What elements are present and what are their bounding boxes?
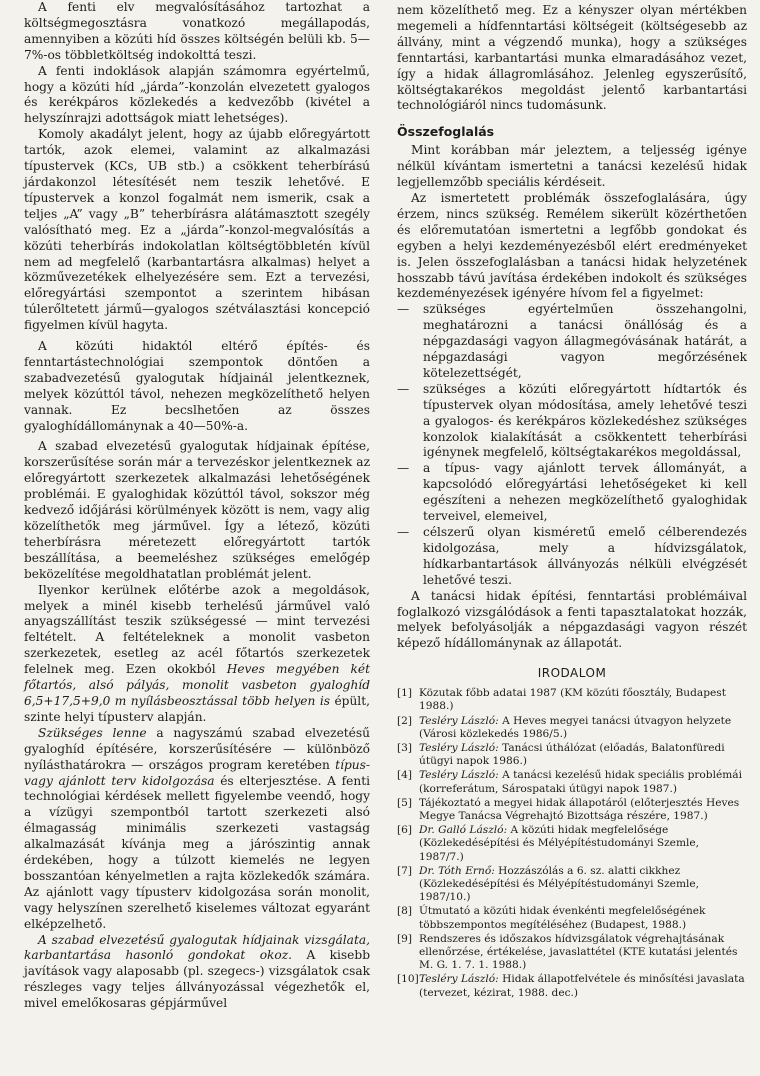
reference-text: A közúti hidak megfelelősége (Közlekedésépítési és Mélyépítéstudományi Szemle, 1987/7.): [419, 824, 700, 863]
reference-item: [397, 797, 747, 823]
right-column: [397, 3, 747, 1001]
reference-body: [419, 865, 747, 905]
references-list: [397, 687, 747, 1000]
reference-item: [397, 905, 747, 931]
text-run: és elterjesztése. A fenti technológiai kérdések mellett figyelembe veendő, hogy a vízügyi szempontból tartott szerkezeti alsó élmagasság minimális szerkezeti vastagság alkalmazását kívánja meg a járószintig annak érdekében, hogy a túlzott kiemelés ne legyen bosszantóan kényelmetlen a rajta közlekedők számára. Az ajánlott vagy típusterv kidolgozása során monolit, vagy helyszínen szerelhető kiselemes változat egyaránt elképzelhető.: [24, 773, 370, 931]
reference-number: [10]: [397, 973, 419, 986]
reference-author: Tesléry László:: [419, 973, 499, 986]
reference-number: [1]: [397, 687, 413, 700]
reference-body: [419, 742, 747, 768]
reference-item: [397, 715, 747, 741]
reference-text: A tanácsi kezelésű hidak speciális problémái (korreferátum, Sárospataki útügyi napok 1987.): [419, 769, 742, 795]
reference-text: Hozzászólás a 6. sz. alatti cikkhez (Közlekedésépítési és Mélyépítéstudományi Szemle, 1987/10.): [419, 864, 700, 904]
paragraph: nem közelíthető meg. Ez a kényszer olyan mértékben megemeli a hídfenntartási költségeit (költségesebb az állvány, mint a végzendő munka), hogy a szükséges fenntartási, karbantartási munka elmaradásához vezet, így a hidak állagromlásához. Jelenleg egyszerűsítő, költségtakarékos megoldást jelentő karbantartási technológiáról nincs tudomásunk.: [397, 3, 747, 113]
reference-text: Útmutató a közúti hidak évenkénti megfelelőségének többszempontos megítéléséhez (Budapest, 1988.): [419, 905, 706, 931]
reference-item: [397, 865, 747, 905]
emphasis-text: Heves megyében két főtartós, alsó pályás, monolit vasbeton gyaloghíd 6,5+17,5+9,0 m nyílásbeosztással több helyen is: [24, 662, 371, 708]
reference-body: [419, 715, 747, 741]
reference-text: Hidak állapotfelvétele és minősítési javaslata (tervezet, kézirat, 1988. dec.): [419, 973, 745, 999]
paragraph: A tanácsi hidak építési, fenntartási problémáival foglalkozó vizsgálódások a fenti tapasztalatokat hozzák, melyek befolyásolják a népgazdasági vagyon részét képező hídállománynak az állapotát.: [397, 588, 747, 651]
paragraph: A szabad elvezetésű gyalogutak hídjainak építése, korszerűsítése során már a tervezéskor jelentkeznek az előregyártott szerkezetek alkalmazási lehetőségének problémái. E gyaloghidak közúttól távol, sokszor még kedvező időjárási körülmények között is nem, vagy alig közelíthetők meg járművel. Így a létező, közúti teherbírásra méretezett előregyártott tartók beszállítása, a beemeléshez szükséges emelőgép beközelítése megoldhatatlan problémát jelent.: [24, 439, 370, 581]
text-run: A kisebb javítások vagy alaposabb (pl. szegecs-) vizsgálatok csak részleges vagy teljes állványozással végezhetők el, mivel emelőkosaras gépjárművel: [24, 948, 370, 1011]
paragraph: [24, 933, 370, 1013]
reference-number: [7]: [397, 864, 413, 877]
reference-number: [8]: [397, 905, 413, 918]
text-run: épült, szinte helyi típusterv alapján.: [24, 693, 370, 724]
paragraph: A fenti indoklások alapján számomra egyértelmű, hogy a közúti híd „járda”-konzolán elvezetett gyalogos és kerékpáros közlekedés a kedvezőbb (kivétel a helyszínrajzi adottságok miatt lehetséges).: [24, 63, 370, 126]
reference-item: [397, 973, 747, 999]
reference-number: [3]: [397, 741, 413, 754]
reference-number: [2]: [397, 714, 413, 727]
list-item: — szükséges egyértelműen összehangolni, meghatározni a tanácsi önállóság és a népgazdasági vagyon állagmegóvásának határát, a népgazdasági vagyon megőrzésének kötelezettségét,: [397, 302, 747, 382]
paragraph: [24, 726, 370, 933]
reference-body: [419, 769, 747, 795]
references-heading: IRODALOM: [537, 666, 607, 681]
reference-text: Közutak főbb adatai 1987 (KM közúti főosztály, Budapest 1988.): [419, 687, 726, 713]
reference-body: [419, 824, 747, 864]
paragraph: A fenti elv megvalósításához tartozhat a költségmegosztásra vonatkozó megállapodás, amennyiben a közúti híd összes költségén belüli kb. 5—7%-os többletköltség indokolttá teszi.: [24, 0, 370, 62]
reference-author: Dr. Galló László:: [419, 824, 508, 837]
paragraph: Komoly akadályt jelent, hogy az újabb előregyártott tartók, azok elemei, valamint az alkalmazási típustervek (KCs, UB stb.) a csökkent teherbírású járdakonzol létesítését nem teszik lehetővé. E típustervek a konzol fogalmát nem ismerik, csak a teljes „A” vagy „B” teherbírásra alátámasztott szegély valósítható meg. Ez a „járda”-konzol-megvalósítás a közúti teherbírás indokolatlan költségtöbbletén kívül nem ad megfelelő (karbantartásra alkalmas) helyet a közművezetékek elhelyezésére sem. Ezt a tervezési, előregyártási szempontot a szerintem hibásan túlerőltetett jármű—gyalogos szétválasztási koncepció figyelmen kívül hagyta.: [24, 127, 370, 333]
list-item: — célszerű olyan kisméretű emelő célberendezés kidolgozása, mely a hídvizsgálatok, hídkarbantartások állványozás nélküli elvégzését lehetővé teszi.: [397, 525, 747, 589]
recommendation-list: [397, 302, 747, 588]
reference-body: [419, 973, 747, 999]
reference-number: [9]: [397, 932, 413, 945]
list-item: — szükséges a közúti előregyártott hídtartók és típustervek olyan módosítása, amely lehetővé teszi a gyalogos- és kerékpáros közlekedéshez szükséges konzolok kialakítását a csökkentett teherbírási igénynek megfelelő, költségtakarékos megoldással,: [397, 382, 747, 462]
reference-item: [397, 933, 747, 973]
reference-number: [5]: [397, 796, 413, 809]
reference-text: Tájékoztató a megyei hidak állapotáról (előterjesztés Heves Megye Tanácsa Végrehajtó Bizottsága részére, 1987.): [419, 796, 740, 822]
paragraph: Az ismertetett problémák összefoglalására, úgy érzem, nincs szükség. Remélem sikerült közérthetően és előremutatóan ismertetni a legfőbb gondokat és egyben a helyi kezdeményezésből elért eredményeket is. Jelen összefoglalásban a tanácsi hidak helyzetének hosszabb távú javítása érdekében indokolt és szükséges kezdeményezések igényére hívom fel a figyelmet:: [397, 190, 747, 301]
emphasis-text: típus- vagy ajánlott terv kidolgozása: [24, 757, 370, 788]
reference-text: Tanácsi úthálózat (előadás, Balatonfüredi útügyi napok 1986.): [419, 741, 725, 768]
paragraph: [24, 583, 370, 726]
emphasis-text: Szükséges lenne: [38, 725, 147, 740]
paragraph: A közúti hidaktól eltérő építés- és fenntartástechnológiai szempontok döntően a szabadvezetésű gyalogutak hídjainál jelentkeznek, melyek közúttól távol, nehezen megközelíthető helyen vannak. Ez becslhetően az összes gyaloghídállománynak a 40—50%-a.: [24, 339, 370, 433]
text-run: a nagyszámú szabad elvezetésű gyaloghíd építésére, korszerűsítésére — különböző nyílásthatárokra — országos program keretében: [24, 725, 371, 772]
reference-item: [397, 769, 747, 795]
list-item: — a típus- vagy ajánlott tervek állományát, a kapcsolódó előregyártási lehetőségeket ki kell egészíteni a nehezen megközelíthető gyaloghidak terveivel, elemeivel,: [397, 461, 747, 525]
reference-author: Tesléry László:: [419, 741, 499, 754]
reference-item: [397, 687, 747, 713]
reference-text: A Heves megyei tanácsi útvagyon helyzete (Városi közlekedés 1986/5.): [419, 714, 732, 740]
paragraph: Mint korábban már jeleztem, a teljesség igénye nélkül kívántam ismertetni a tanácsi kezelésű hidak legjellemzőbb speciális kérdéseit.: [397, 143, 747, 190]
reference-author: Tesléry László:: [419, 769, 499, 782]
reference-author: Tesléry László:: [419, 714, 499, 727]
section-heading: Összefoglalás: [397, 124, 495, 140]
reference-number: [6]: [397, 824, 413, 837]
text-run: Ilyenkor kerülnek előtérbe azok a megoldások, melyek a minél kisebb terhelésű járművel való anyagszállítást teszik szükségessé — mint tervezési feltételt. A feltételeknek a monolit vasbeton szerkezetek, esetleg az acél főtartós szerkezetek felelnek meg. Ezen okokból: [24, 582, 370, 677]
reference-text: Rendszeres és időszakos hídvizsgálatok végrehajtásának ellenőrzése, értékelése, javaslattétel (KTE kutatási jelentés M. G. 1. 7. 1. 1988.): [419, 932, 738, 972]
reference-item: [397, 742, 747, 768]
reference-number: [4]: [397, 769, 413, 782]
left-column: [24, 0, 370, 1012]
reference-author: Dr. Tóth Ernő:: [419, 864, 495, 877]
reference-item: [397, 824, 747, 864]
emphasis-text: A szabad elvezetésű gyalogutak hídjainak vizsgálata, karbantartása hasonló gondokat okoz.: [24, 932, 370, 963]
